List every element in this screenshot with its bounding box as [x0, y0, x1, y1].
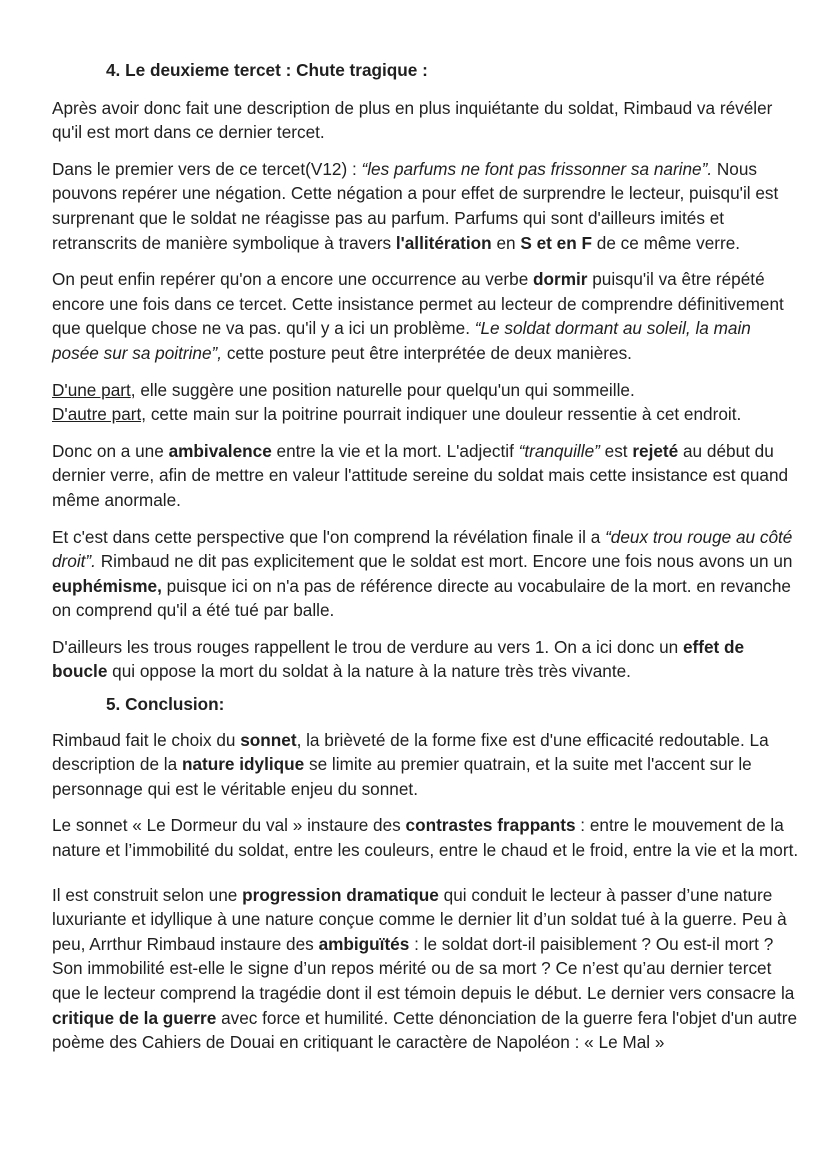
s4-paragraph-1: Après avoir donc fait une description de plus en plus inquiétante du soldat, Rimbaud va révéler qu'il est mort dans ce dernier tercet. [52, 97, 773, 143]
s4p6-bold-euphemisme: euphémisme, [52, 575, 162, 596]
s5p3-bold-ambiguites: ambiguïtés [318, 933, 410, 954]
s4p2-text-2: Nous pouvons repérer une négation. Cette négation a pour effet de surprendre le lecteur, puisqu'il est surprenant que le soldat ne réagisse pas au parfum. Parfums qui sont d'ailleurs imités et retranscrits de manière symbolique à travers [52, 158, 779, 253]
s5p3-text-3: : le soldat dort-il paisiblement ? Ou est-il mort ? Son immobilité est-elle le signe d’un repos mérité ou de sa mort ? Ce n’est qu’au dernier tercet que le lecteur comprend la tragédie dont il est témoin depuis le début. Le dernier vers consacre la [52, 933, 795, 1003]
s5p1-bold-nature: nature idylique [181, 754, 305, 775]
s4p5-text-3: est [599, 440, 633, 461]
s4p4-underline-1: D'une part [52, 379, 131, 400]
s4p2-text-4: de ce même verre. [591, 232, 741, 253]
s4p7-text-2: qui oppose la mort du soldat à la nature à la nature très très vivante. [107, 661, 631, 682]
s5p2-text-1: Le sonnet « Le Dormeur du val » instaure des [52, 815, 406, 836]
s4p2-bold-letters: S et en F [520, 232, 592, 253]
s5p3-text-4: avec force et humilité. Cette dénonciation de la guerre fera l'objet d'un autre poème des Cahiers de Douai en critiquant le caractère de Napoléon : « Le Mal » [52, 1007, 798, 1053]
s5p2-bold-contrastes: contrastes frappants [405, 815, 576, 836]
s4p6-text-1: Et c'est dans cette perspective que l'on comprend la révélation finale il a [52, 526, 606, 547]
s4p6-quote: “deux trou rouge au côté droit”. [52, 526, 793, 572]
s4p6-text-3: puisque ici on n'a pas de référence directe au vocabulaire de la mort. en revanche on comprend qu'il a été tué par balle. [52, 575, 791, 621]
s4p2-quote: “les parfums ne font pas frissonner sa narine”. [361, 158, 713, 179]
s4-paragraph-4 [52, 378, 800, 427]
s5p2-text-2: : entre le mouvement de la nature et l’immobilité du soldat, entre les couleurs, entre le chaud et le froid, entre la vie et la mort. [52, 815, 799, 861]
s5p1-bold-sonnet: sonnet [240, 729, 297, 750]
s4p4-underline-2: D'autre part, [52, 404, 147, 425]
s4p5-bold-rejete: rejeté [632, 440, 679, 461]
s4p2-text-1: Dans le premier vers de ce tercet(V12) : [52, 158, 362, 179]
s4p3-text-3: cette posture peut être interprétée de deux manières. [222, 342, 632, 363]
s5-paragraph-3 [52, 883, 800, 1055]
s4p4-text-2: cette main sur la poitrine pourrait indiquer une douleur ressentie à cet endroit. [146, 404, 742, 425]
s5p1-text-1: Rimbaud fait le choix du [52, 729, 241, 750]
s5p3-bold-progression: progression dramatique [242, 884, 439, 905]
s4-paragraph-5 [52, 439, 800, 513]
section-4-heading: 4. Le deuxieme tercet : Chute tragique : [106, 60, 428, 80]
s4p3-bold-dormir: dormir [533, 269, 588, 290]
s4p2-bold-alliteration: l'allitération [395, 232, 492, 253]
s5p3-text-1: Il est construit selon une [52, 884, 243, 905]
s4-paragraph-7 [52, 635, 800, 684]
s5p3-bold-critique: critique de la guerre [52, 1007, 217, 1028]
s4p5-text-1: Donc on a une [52, 440, 169, 461]
s4p5-quote: “tranquille” [518, 440, 600, 461]
s4p5-text-2: entre la vie et la mort. L'adjectif [271, 440, 519, 461]
s5-paragraph-1 [52, 728, 800, 802]
s5-paragraph-2 [52, 813, 800, 862]
s4p5-text-4: au début du dernier verre, afin de mettre en valeur l'attitude sereine du soldat mais cette insistance est quand même anormale. [52, 440, 789, 510]
s4p7-bold-boucle: effet de boucle [52, 636, 745, 682]
s4p2-text-3: en [491, 232, 521, 253]
s4p7-text-1: D'ailleurs les trous rouges rappellent le trou de verdure au vers 1. On a ici donc un [52, 636, 683, 657]
s4p3-text-1: On peut enfin repérer qu'on a encore une occurrence au verbe [52, 269, 534, 290]
s5p1-text-3: se limite au premier quatrain, et la suite met l'accent sur le personnage qui est le véritable enjeu du sonnet. [52, 754, 752, 799]
s4-paragraph-6 [52, 525, 800, 623]
s4p6-text-2: Rimbaud ne dit pas explicitement que le soldat est mort. Encore une fois nous avons un un [95, 551, 793, 572]
s4-paragraph-2 [52, 157, 800, 255]
section-5-heading: 5. Conclusion: [106, 694, 225, 715]
s4p4-text-1: , elle suggère une position naturelle pour quelqu'un qui sommeille. [130, 379, 635, 400]
s4p3-quote: “Le soldat dormant au soleil, la main posée sur sa poitrine”, [52, 318, 751, 363]
s5p3-text-2: qui conduit le lecteur à passer d’une nature luxuriante et idyllique à une nature conçue comme le dernier lit d’un soldat tué à la guerre. Peu à peu, Arrthur Rimbaud instaure des [52, 884, 787, 954]
s4p5-bold-ambivalence: ambivalence [168, 440, 272, 461]
s5p1-text-2: , la brièveté de la forme fixe est d'une efficacité redoutable. La description de la [52, 729, 769, 775]
s4-paragraph-3 [52, 267, 800, 365]
s4p3-text-2: puisqu'il va être répété encore une fois dans ce tercet. Cette insistance permet au lecteur de comprendre définitivement que quelque chose ne va pas. qu'il y a ici un problème. [52, 269, 784, 339]
